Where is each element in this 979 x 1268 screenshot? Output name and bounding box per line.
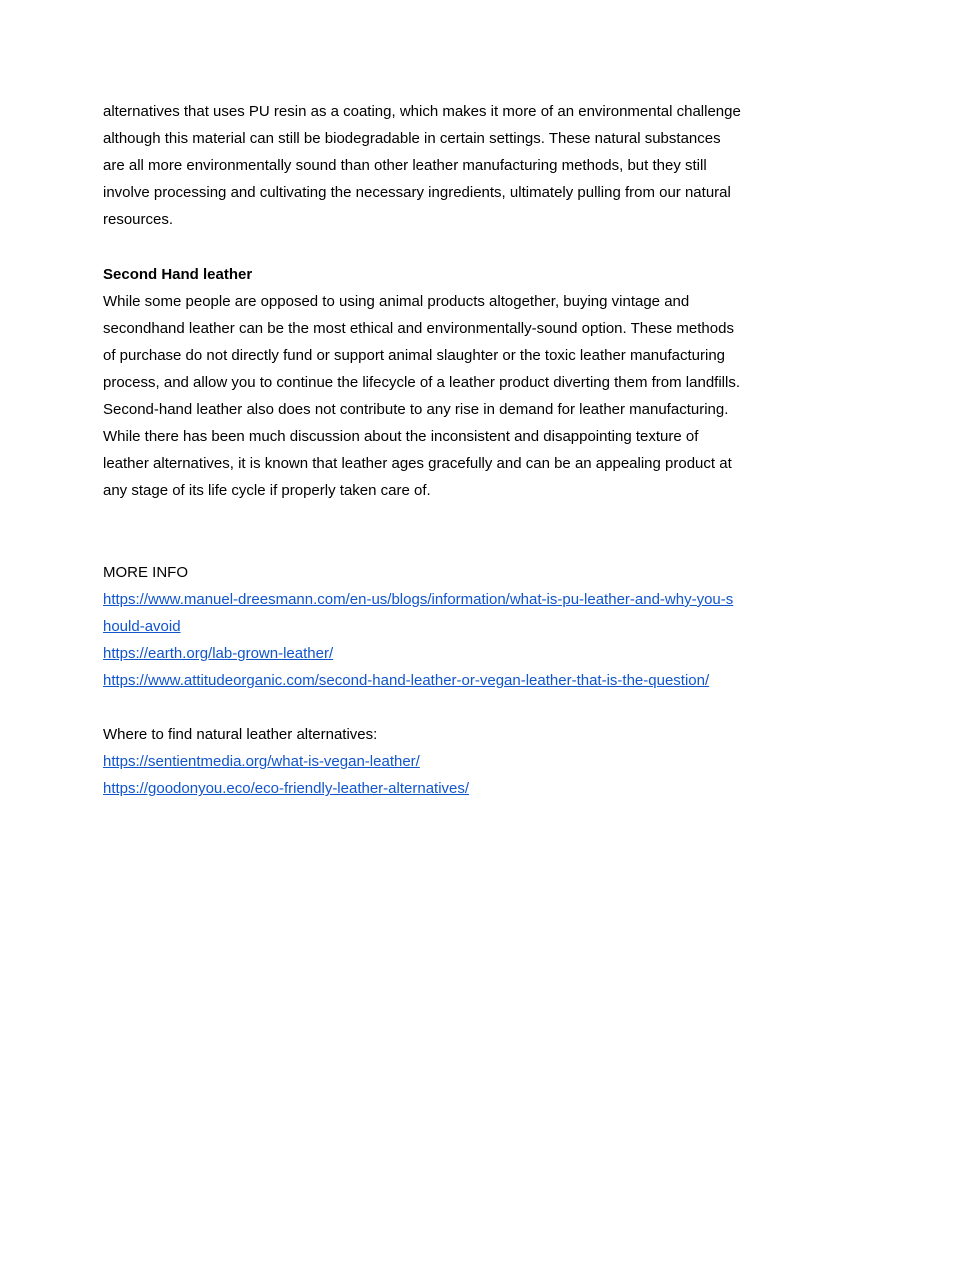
link-line xyxy=(103,586,783,613)
earth-org-link[interactable]: https://earth.org/lab-grown-leather/ xyxy=(103,644,334,662)
more-info-heading: MORE INFO xyxy=(103,563,188,581)
paragraph-line: Second-hand leather also does not contribute to any rise in demand for leather manufacturing. xyxy=(103,401,729,419)
paragraph-line: While there has been much discussion about the inconsistent and disappointing texture of xyxy=(103,428,699,446)
link-line xyxy=(103,775,783,802)
good-on-you-link[interactable]: https://goodonyou.eco/eco-friendly-leather-alternatives/ xyxy=(103,780,470,798)
paragraph-line: are all more environmentally sound than other leather manufacturing methods, but they still xyxy=(103,157,707,175)
spacer xyxy=(103,504,783,531)
alternatives-heading: Where to find natural leather alternatives: xyxy=(103,726,378,744)
document-page xyxy=(103,98,783,802)
paragraph-line: of purchase do not directly fund or support animal slaughter or the toxic leather manufacturing xyxy=(103,346,726,364)
link-line xyxy=(103,613,783,640)
manuel-dreesmann-link-continued[interactable]: hould-avoid xyxy=(103,617,181,635)
link-line xyxy=(103,748,783,775)
paragraph-line: alternatives that uses PU resin as a coating, which makes it more of an environmental challenge xyxy=(103,103,741,120)
paragraph-line: While some people are opposed to using animal products altogether, buying vintage and xyxy=(103,292,690,310)
section-heading: Second Hand leather xyxy=(103,265,253,283)
alternatives-section xyxy=(103,721,783,802)
spacer xyxy=(103,233,783,260)
second-hand-section xyxy=(103,261,783,505)
paragraph-line: resources. xyxy=(103,211,174,229)
link-line xyxy=(103,667,783,694)
paragraph-line: secondhand leather can be the most ethical and environmentally-sound option. These methods xyxy=(103,319,734,337)
spacer xyxy=(103,532,783,559)
paragraph-line: involve processing and cultivating the necessary ingredients, ultimately pulling from our natural xyxy=(103,184,731,202)
spacer xyxy=(103,694,783,721)
paragraph-line: any stage of its life cycle if properly taken care of. xyxy=(103,482,431,500)
paragraph-line: process, and allow you to continue the lifecycle of a leather product diverting them from landfills. xyxy=(103,373,741,391)
paragraph-line: leather alternatives, it is known that leather ages gracefully and can be an appealing product at xyxy=(103,455,732,473)
sentient-media-link[interactable]: https://sentientmedia.org/what-is-vegan-leather/ xyxy=(103,753,420,771)
paragraph-line: although this material can still be biodegradable in certain settings. These natural substances xyxy=(103,130,721,148)
attitude-organic-link[interactable]: https://www.attitudeorganic.com/second-hand-leather-or-vegan-leather-that-is-the-question/ xyxy=(103,671,710,689)
intro-paragraph xyxy=(103,98,783,233)
manuel-dreesmann-link[interactable]: https://www.manuel-dreesmann.com/en-us/blogs/information/what-is-pu-leather-and-why-you-s xyxy=(103,590,734,608)
link-line xyxy=(103,640,783,667)
more-info-section xyxy=(103,559,783,694)
